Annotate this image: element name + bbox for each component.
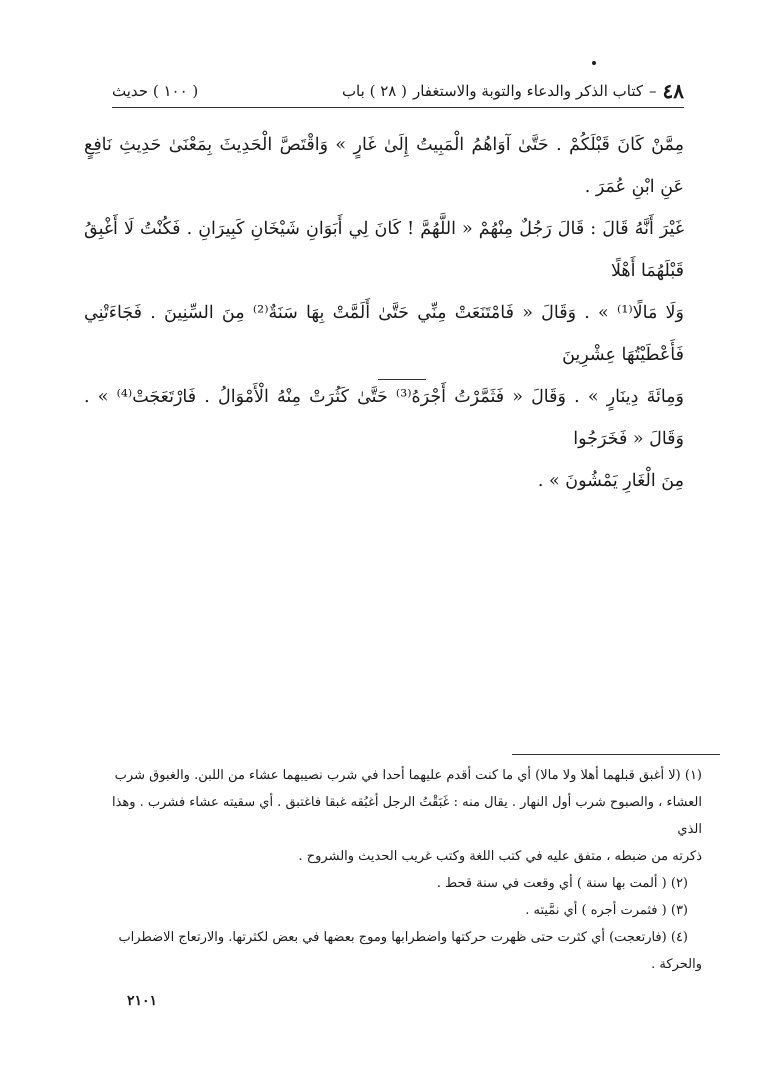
footnote-1-line3: ذكرته من ضبطه ، متفق عليه في كتب اللغة وكتب غريب الحديث والشروح . bbox=[298, 849, 702, 864]
header-hadith-count: ( ١٠٠ ) حديث bbox=[112, 82, 199, 100]
header-right bbox=[342, 79, 684, 103]
header-rule bbox=[112, 107, 684, 108]
page-header bbox=[112, 76, 684, 106]
footnotes bbox=[84, 762, 702, 978]
header-chapter: ( ٢٨ ) باب bbox=[341, 82, 407, 100]
ink-dot bbox=[592, 61, 596, 65]
section-separator bbox=[378, 379, 426, 380]
body-line: غَيْرَ أَنَّهُ قَالَ : قَالَ رَجُلٌ مِنْهُمْ « اللَّهُمَّ ! كَانَ لِي أَبَوَانِ شَيْخَانِ كَبِيرَانِ . فَكُنْتُ لَا أَغْبِقُ قَبْلَهُمَا أَهْلًا bbox=[84, 219, 684, 281]
body-line: مِنَ الْغَارِ يَمْشُونَ » . bbox=[537, 471, 684, 491]
footnote-4-line1: (٤) (فارتعجت) أي كثرت حتى ظهرت حركتها واضطرابها وموج بعضها في بعض لكثرتها. والارتعاج الاضطراب bbox=[118, 930, 688, 945]
footer-page-number: ٢١٠١ bbox=[126, 993, 158, 1009]
footnote-3: (٣) ( فثمرت أجره ) أي نمَّيته . bbox=[525, 903, 688, 918]
footnote-1-line1: (١) (لا أغبق قبلهما أهلا ولا مالا) أي ما كنت أقدم عليهما أحدا في شرب نصيبهما عشاء من اللبن. والغبوق شرب bbox=[114, 768, 702, 783]
body-line: وَلَا مَالًا⁽¹⁾ » . وَقَالَ « فَامْتَنَعَتْ مِنِّي حَتَّىٰ أَلَمَّتْ بِهَا سَنَةٌ⁽²⁾ مِنَ السِّنِينَ . فَجَاءَتْنِي فَأَعْطَيْتُهَا عِشْرِينَ bbox=[84, 303, 684, 365]
footnote-rule bbox=[512, 754, 720, 755]
header-dash: – bbox=[649, 82, 657, 100]
header-book-title: كتاب الذكر والدعاء والتوبة والاستغفار bbox=[412, 82, 644, 100]
body-line: مِمَّنْ كَانَ قَبْلَكُمْ . حَتَّىٰ آوَاهُمُ الْمَبِيتُ إِلَىٰ غَارٍ » وَاقْتَصَّ الْحَدِيثَ بِمَعْنَىٰ حَدِيثِ نَافِعٍ عَنِ ابْنِ عُمَرَ . bbox=[84, 135, 684, 197]
body-line: وَمِائَةَ دِينَارٍ » . وَقَالَ « فَثَمَّرْتُ أَجْرَهُ⁽³⁾ حَتَّىٰ كَثُرَتْ مِنْهُ الْأَمْوَالُ . فَارْتَعَجَتْ⁽⁴⁾ » . وَقَالَ « فَخَرَجُوا bbox=[84, 387, 684, 449]
footnote-2: (٢) ( ألمت بها سنة ) أي وقعت في سنة قحط . bbox=[436, 876, 688, 891]
footnote-1-line2: العشاء ، والصبوح شرب أول النهار . يقال منه : غَبَقْتُ الرجل أغبُقه غبقا فاغتبق . أي سقيته عشاء فشرب . وهذا الذي bbox=[111, 795, 702, 837]
main-text bbox=[84, 124, 684, 502]
footnote-4-line2: والحركة . bbox=[651, 957, 702, 972]
header-page-number: ٤٨ bbox=[662, 79, 684, 103]
